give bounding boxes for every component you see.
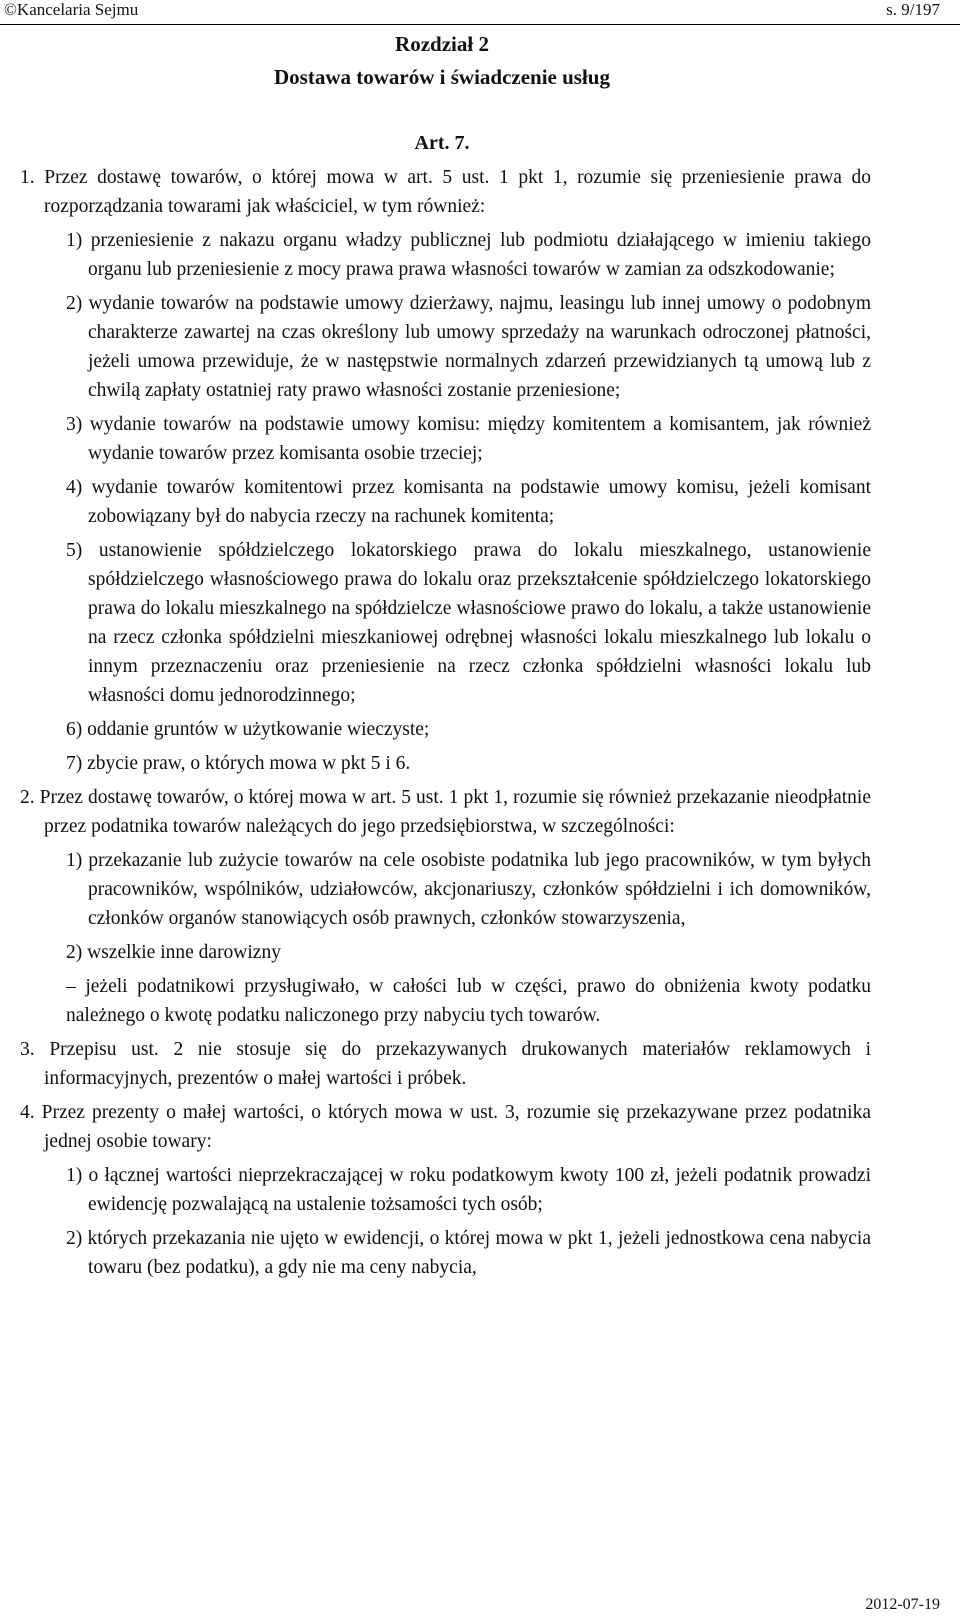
- header-page-number: s. 9/197: [886, 0, 940, 19]
- ust-4-point-1: 1) o łącznej wartości nieprzekraczającej w roku podatkowym kwoty 100 zł, jeżeli podatnik prowadzi ewidencję pozwalającą na ustalenie tożsamości tych osób;: [66, 1165, 871, 1215]
- ust-1: 1. Przez dostawę towarów, o której mowa w art. 5 ust. 1 pkt 1, rozumie się przeniesienie prawa do rozporządzania towarami jak właściciel, w tym również:: [20, 167, 871, 217]
- ust-3: 3. Przepisu ust. 2 nie stosuje się do przekazywanych drukowanych materiałów reklamowych i informacyjnych, prezentów o małej wartości i próbek.: [20, 1039, 871, 1089]
- article-heading: Art. 7.: [414, 132, 470, 154]
- ust-2-point-2: 2) wszelkie inne darowizny: [66, 942, 281, 963]
- header-publisher: ©Kancelaria Sejmu: [4, 0, 139, 19]
- article-body: [20, 163, 871, 1287]
- ust-2-closing: – jeżeli podatnikowi przysługiwało, w całości lub w części, prawo do obniżenia kwoty podatku należnego o kwotę podatku naliczonego przy nabyciu tych towarów.: [66, 976, 871, 1026]
- ust-1-point-1: 1) przeniesienie z nakazu organu władzy publicznej lub podmiotu działającego w imieniu takiego organu lub przeniesienie z mocy prawa prawa własności towarów w zamian za odszkodowanie;: [66, 230, 871, 280]
- ust-4-point-2: 2) których przekazania nie ujęto w ewidencji, o której mowa w pkt 1, jeżeli jednostkowa cena nabycia towaru (bez podatku), a gdy nie ma ceny nabycia,: [66, 1228, 871, 1278]
- ust-2-point-1: 1) przekazanie lub zużycie towarów na cele osobiste podatnika lub jego pracowników, w tym byłych pracowników, wspólników, udziałowców, akcjonariuszy, członków spółdzielni i ich domowników, członków organów stanowiących osób prawnych, członków stowarzyszenia,: [66, 850, 871, 929]
- ust-2: 2. Przez dostawę towarów, o której mowa w art. 5 ust. 1 pkt 1, rozumie się również przekazanie nieodpłatnie przez podatnika towarów należących do jego przedsiębiorstwa, w szczególności:: [20, 787, 871, 837]
- footer-date: 2012-07-19: [865, 1596, 940, 1613]
- chapter-number: Rozdział 2: [395, 32, 489, 56]
- header-rule: [0, 24, 960, 25]
- ust-1-point-6: 6) oddanie gruntów w użytkowanie wieczyste;: [66, 719, 430, 740]
- ust-1-point-2: 2) wydanie towarów na podstawie umowy dzierżawy, najmu, leasingu lub innej umowy o podobnym charakterze zawartej na czas określony lub umowy sprzedaży na warunkach odroczonej płatności, jeżeli umowa przewiduje, że w następstwie normalnych zdarzeń przewidzianych tą umową lub z chwilą zapłaty ostatniej raty prawo własności zostanie przeniesione;: [66, 293, 871, 401]
- ust-4: 4. Przez prezenty o małej wartości, o których mowa w ust. 3, rozumie się przekazywane przez podatnika jednej osobie towary:: [20, 1102, 871, 1152]
- ust-1-point-5: 5) ustanowienie spółdzielczego lokatorskiego prawa do lokalu mieszkalnego, ustanowienie spółdzielczego własnościowego prawa do lokalu oraz przekształcenie spółdzielczego lokatorskiego prawa do lokalu mieszkalnego na spółdzielcze własnościowe prawo do lokalu, a także ustanowienie na rzecz członka spółdzielni mieszkaniowej odrębnej własności lokalu mieszkalnego lub lokalu o innym przeznaczeniu oraz przeniesienie na rzecz członka spółdzielni własności lokalu lub własności domu jednorodzinnego;: [66, 540, 871, 706]
- ust-1-point-7: 7) zbycie praw, o których mowa w pkt 5 i 6.: [66, 753, 411, 774]
- ust-1-point-3: 3) wydanie towarów na podstawie umowy komisu: między komitentem a komisantem, jak również wydanie towarów przez komisanta osobie trzeciej;: [66, 414, 871, 464]
- chapter-title: Dostawa towarów i świadczenie usług: [274, 65, 610, 89]
- ust-1-point-4: 4) wydanie towarów komitentowi przez komisanta na podstawie umowy komisu, jeżeli komisant zobowiązany był do nabycia rzeczy na rachunek komitenta;: [66, 477, 871, 527]
